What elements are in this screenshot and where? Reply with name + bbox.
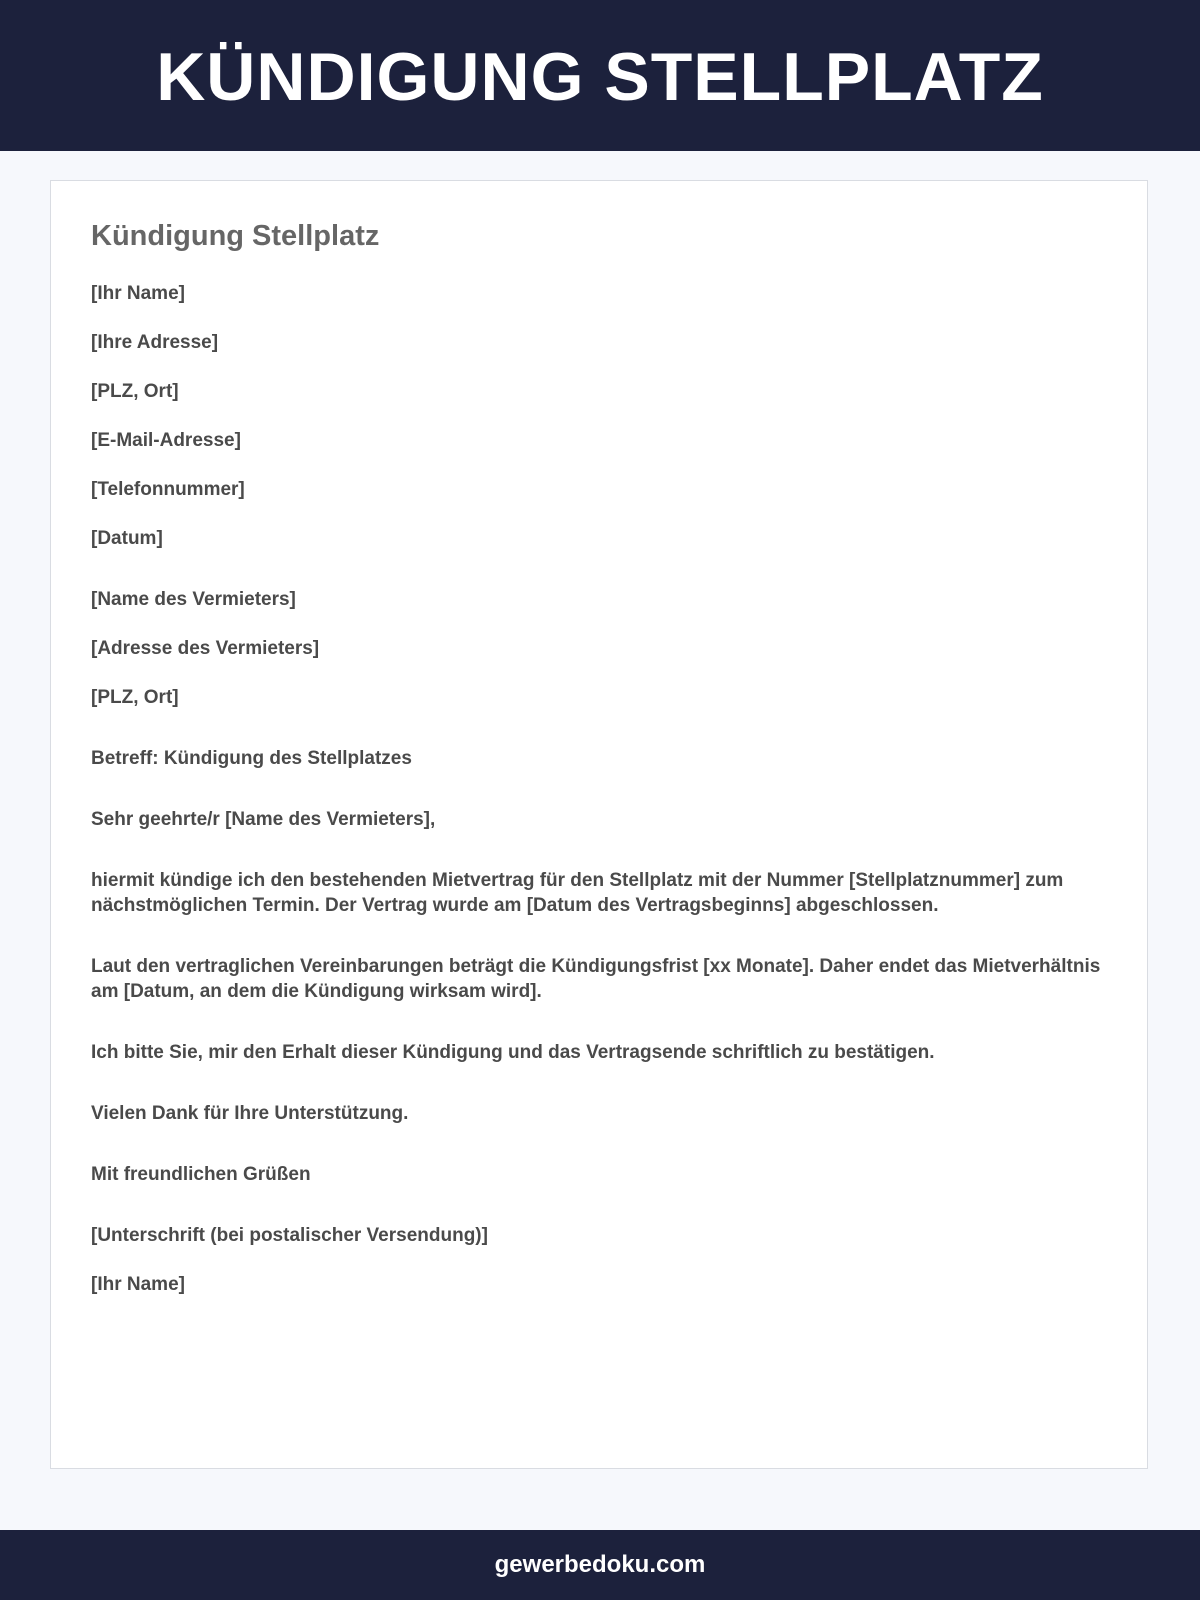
body-paragraph-3: Ich bitte Sie, mir den Erhalt dieser Kündigung und das Vertragsende schriftlich zu bestätigen. <box>91 1042 935 1063</box>
document-title: Kündigung Stellplatz <box>91 220 380 252</box>
recipient-address: [Adresse des Vermieters] <box>91 638 320 659</box>
body-paragraph-2: Laut den vertraglichen Vereinbarungen beträgt die Kündigungsfrist [xx Monate]. Daher endet das Mietverhältnis am [Datum, an dem die Kündigung wirksam wird]. <box>91 956 1101 1002</box>
recipient-city: [PLZ, Ort] <box>91 687 179 708</box>
page-footer <box>0 1530 1200 1600</box>
signature: [Unterschrift (bei postalischer Versendung)] <box>91 1225 488 1246</box>
salutation: Sehr geehrte/r [Name des Vermieters], <box>91 809 436 830</box>
letter-date: [Datum] <box>91 528 163 549</box>
signature-name: [Ihr Name] <box>91 1274 185 1295</box>
footer-site: gewerbedoku.com <box>494 1551 706 1578</box>
sender-email: [E-Mail-Adresse] <box>91 430 241 451</box>
sender-address: [Ihre Adresse] <box>91 332 219 353</box>
header-title: KÜNDIGUNG STELLPLATZ <box>156 38 1044 115</box>
subject-line: Betreff: Kündigung des Stellplatzes <box>91 748 412 769</box>
sender-city: [PLZ, Ort] <box>91 381 179 402</box>
page-header <box>0 0 1200 151</box>
closing: Mit freundlichen Grüßen <box>91 1164 311 1185</box>
body-paragraph-1: hiermit kündige ich den bestehenden Mietvertrag für den Stellplatz mit der Nummer [Stellplatznummer] zum nächstmöglichen Termin. Der Vertrag wurde am [Datum des Vertragsbeginns] abgeschlossen. <box>91 870 1064 916</box>
sender-phone: [Telefonnummer] <box>91 479 245 500</box>
letter-card <box>50 180 1148 1469</box>
body-paragraph-4: Vielen Dank für Ihre Unterstützung. <box>91 1103 409 1124</box>
sender-name: [Ihr Name] <box>91 283 185 304</box>
recipient-name: [Name des Vermieters] <box>91 589 296 610</box>
